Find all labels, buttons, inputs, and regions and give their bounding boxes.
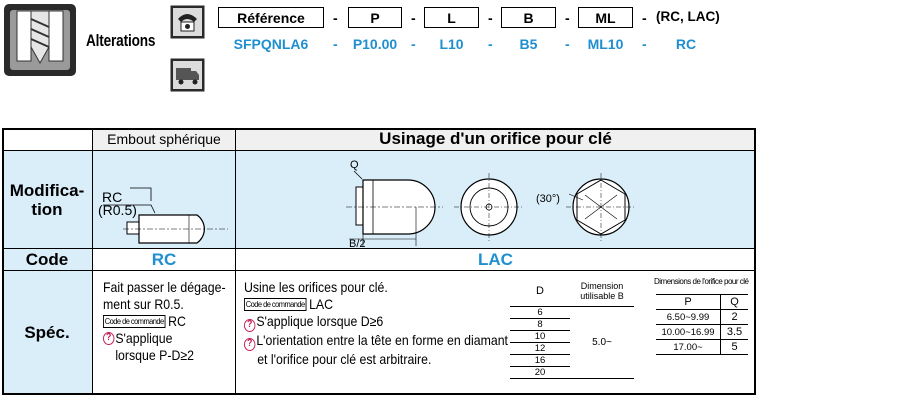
- example-separator: -: [642, 36, 647, 52]
- lac-drawing-cell: [236, 151, 756, 249]
- q-label: Q: [350, 159, 359, 171]
- separator: -: [488, 10, 493, 26]
- example-separator: -: [488, 36, 493, 52]
- rc-order-code: RC: [168, 313, 186, 329]
- dim-d-value: 20: [534, 366, 546, 378]
- row-label-code: Code: [2, 249, 93, 271]
- key-header-p: P: [684, 296, 692, 308]
- code-field-p: P: [348, 7, 402, 28]
- example-separator: -: [333, 36, 338, 52]
- alterations-label: Alterations: [86, 31, 156, 50]
- dim-d-value: 16: [534, 354, 546, 366]
- alteration-suffix: (RC, LAC): [656, 9, 720, 24]
- dim-d-value: 8: [537, 318, 543, 330]
- example-l: L10: [439, 36, 464, 52]
- rc-note: S'applique lorsque P-D≥2: [115, 330, 194, 363]
- lac-note: S'applique lorsque D≥6: [256, 313, 384, 329]
- key-p-value: 17.00~: [673, 341, 703, 353]
- usable-dimension-table: [510, 277, 634, 379]
- dim-b-value: 5.0~: [592, 336, 612, 348]
- separator: -: [333, 10, 338, 26]
- example-separator: -: [411, 36, 416, 52]
- spherical-tip-drawing: [93, 151, 236, 249]
- lac-spec-text: [244, 279, 508, 368]
- warning-icon: ?: [244, 338, 255, 351]
- lac-spec-line: Usine les orifices pour clé.: [244, 279, 388, 295]
- row-label-spec: Spéc.: [2, 271, 93, 395]
- angle-label: (30°): [536, 193, 560, 205]
- b-half-label: B/2: [349, 238, 366, 249]
- lac-spec-cell: [236, 271, 756, 395]
- separator: -: [565, 10, 570, 26]
- rc-spec-line: Fait passer le dégage-: [103, 279, 226, 295]
- code-field-reference: Référence: [218, 7, 324, 28]
- example-alteration: RC: [675, 36, 697, 52]
- lac-order-code: LAC: [309, 296, 334, 312]
- rc-drawing-cell: [93, 151, 236, 249]
- warning-icon: ?: [103, 332, 114, 345]
- key-hole-drawing: [236, 151, 756, 249]
- code-field-b: B: [501, 7, 556, 28]
- example-ml: ML10: [587, 36, 624, 52]
- example-separator: -: [565, 36, 570, 52]
- key-header-q: Q: [721, 295, 749, 310]
- truck-icon: [170, 58, 205, 92]
- code-field-l: L: [424, 7, 479, 28]
- code-field-ml: ML: [578, 7, 633, 28]
- lac-note: et l'orifice pour clé est arbitraire.: [257, 351, 432, 367]
- key-p-value: 6.50~9.99: [666, 311, 710, 323]
- separator: -: [411, 10, 416, 26]
- example-p: P10.00: [352, 36, 398, 52]
- corner-cell: [2, 128, 93, 151]
- key-hole-dimension-table: [656, 294, 748, 355]
- code-value-rc: RC: [93, 249, 236, 271]
- example-reference: SFPQNLA6: [233, 36, 309, 52]
- row-label-modification: Modifica- tion: [2, 151, 93, 249]
- dim-header-d: D: [536, 285, 544, 298]
- r05-label: (R0.5): [98, 202, 137, 218]
- phone-icon: [170, 5, 205, 39]
- order-code-badge: Code de commande: [245, 299, 305, 309]
- example-b: B5: [519, 36, 538, 52]
- column-header-rc: Embout sphérique: [93, 128, 236, 151]
- dim-header-b: Dimension utilisable B: [580, 281, 624, 302]
- separator: -: [642, 10, 647, 26]
- code-value-lac: LAC: [236, 249, 756, 271]
- drill-bit-icon: [3, 3, 77, 77]
- key-q-value: 2: [721, 310, 749, 325]
- order-code-badge: Code de commande: [104, 316, 164, 326]
- rc-spec-text: [103, 279, 235, 364]
- rc-spec-line: ment sur R0.5.: [103, 296, 184, 312]
- key-table-title: Dimensions de l'orifice pour clé: [654, 277, 749, 286]
- key-p-value: 10.00~16.99: [661, 326, 715, 338]
- alterations-table: [2, 128, 756, 395]
- column-header-lac: Usinage d'un orifice pour clé: [236, 128, 756, 151]
- dim-d-value: 12: [534, 342, 546, 354]
- key-q-value: 3.5: [721, 325, 749, 340]
- dim-d-value: 6: [537, 306, 543, 318]
- dim-d-value: 10: [534, 330, 546, 342]
- lac-note: L'orientation entre la tête en forme en diamant: [256, 332, 508, 348]
- warning-icon: ?: [244, 319, 255, 332]
- rc-spec-cell: [93, 271, 236, 395]
- rc-label: RC: [102, 189, 123, 205]
- key-q-value: 5: [721, 340, 749, 355]
